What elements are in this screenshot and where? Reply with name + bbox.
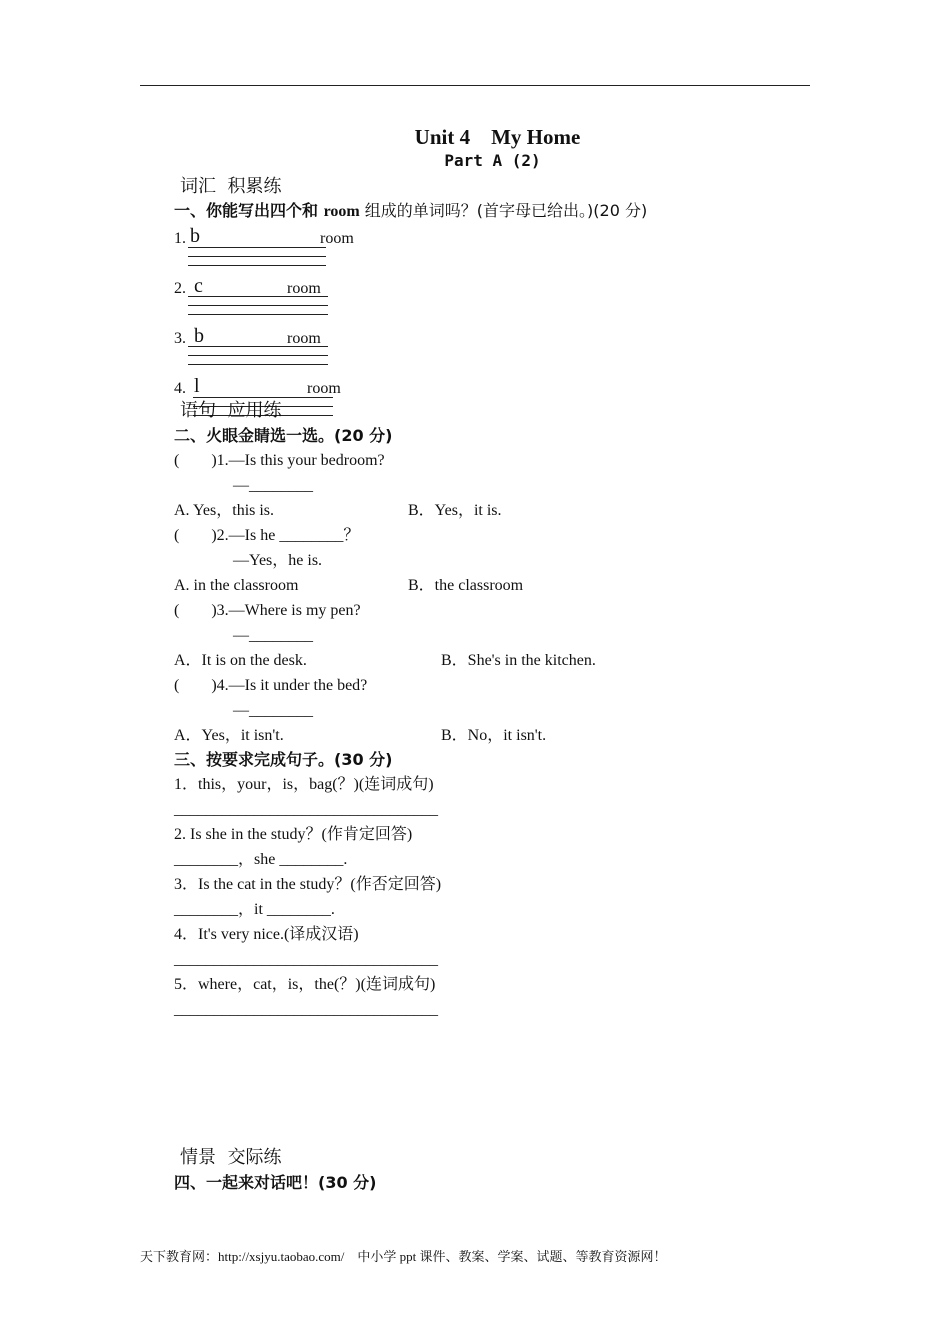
word-item-letter: l [194, 375, 200, 397]
choice-question: ( )2.—Is he ________？ [174, 527, 360, 544]
word-item-number: 4. [174, 380, 186, 397]
word-item-number: 3. [174, 330, 186, 347]
choice-answer-blank: —Yes，he is. [233, 552, 323, 569]
sentence-answer-line: _________________________________ [174, 801, 438, 818]
section2-heading: 语句 应用练 [180, 400, 282, 421]
sentence-answer-line: _________________________________ [174, 1001, 438, 1018]
word-item-number: 1. [174, 230, 186, 247]
word-item-letter: b [194, 325, 204, 347]
word-item-suffix: room [287, 280, 321, 297]
word-item-suffix: room [287, 330, 321, 347]
choice-option-b: B．No，it isn't. [441, 727, 547, 744]
choice-option-a: A. in the classroom [174, 577, 299, 594]
sentence-answer-line: ________，it ________. [174, 901, 335, 918]
answer-line [188, 355, 328, 356]
section1-heading: 词汇 积累练 [180, 176, 282, 197]
header-rule [140, 85, 810, 86]
sentence-task: 5．where，cat，is，the(？)(连词成句) [174, 976, 436, 993]
section4-instruction: 四、一起来对话吧！(30 分) [174, 1173, 377, 1192]
section3-instruction: 三、按要求完成句子。(30 分) [174, 750, 393, 769]
choice-option-a: A. Yes，this is. [174, 502, 275, 519]
section2-instruction: 二、火眼金睛选一选。(20 分) [174, 426, 393, 445]
sentence-answer-line: _________________________________ [174, 951, 438, 968]
section1-instruction [174, 201, 647, 222]
answer-line [188, 296, 328, 297]
page-title: Unit 4 My Home [414, 125, 581, 149]
sentence-task: 4．It's very nice.(译成汉语) [174, 926, 359, 943]
answer-line [188, 346, 328, 347]
page-footer: 天下教育网：http://xsjyu.taobao.com/ 中小学 ppt 课件、教案、学案、试题、等教育资源网！ [140, 1249, 667, 1264]
choice-option-a: A．It is on the desk. [174, 652, 307, 669]
section1-instruction-keyword: room [323, 203, 360, 220]
choice-option-b: B．She's in the kitchen. [441, 652, 596, 669]
answer-line [188, 247, 326, 248]
word-item-number: 2. [174, 280, 186, 297]
page-subtitle: Part A (2) [444, 151, 541, 170]
sentence-task: 2. Is she in the study？(作肯定回答) [174, 826, 413, 843]
choice-answer-blank: —________ [233, 702, 313, 719]
word-item-letter: b [190, 225, 200, 247]
choice-answer-blank: —________ [233, 477, 313, 494]
choice-answer-blank: —________ [233, 627, 313, 644]
choice-option-b: B．Yes，it is. [408, 502, 502, 519]
choice-question: ( )3.—Where is my pen? [174, 602, 361, 619]
word-item-letter: c [194, 275, 203, 297]
section1-instruction-part2: 组成的单词吗？(首字母已给出。)(20 分) [359, 201, 648, 220]
answer-line [188, 314, 328, 315]
answer-line [188, 265, 326, 266]
word-item-suffix: room [320, 230, 354, 247]
answer-line [188, 256, 326, 257]
choice-option-a: A．Yes，it isn't. [174, 727, 284, 744]
answer-line [188, 305, 328, 306]
sentence-task: 1．this，your，is，bag(？)(连词成句) [174, 776, 434, 793]
section1-instruction-part1: 一、你能写出四个和 [174, 201, 324, 220]
sentence-task: 3．Is the cat in the study？(作否定回答) [174, 876, 442, 893]
section4-heading: 情景 交际练 [180, 1147, 282, 1168]
word-item-suffix: room [307, 380, 341, 397]
choice-question: ( )1.—Is this your bedroom? [174, 452, 385, 469]
choice-option-b: B．the classroom [408, 577, 524, 594]
choice-question: ( )4.—Is it under the bed? [174, 677, 368, 694]
answer-line [188, 364, 328, 365]
sentence-answer-line: ________，she ________. [174, 851, 348, 868]
answer-line [193, 397, 333, 398]
